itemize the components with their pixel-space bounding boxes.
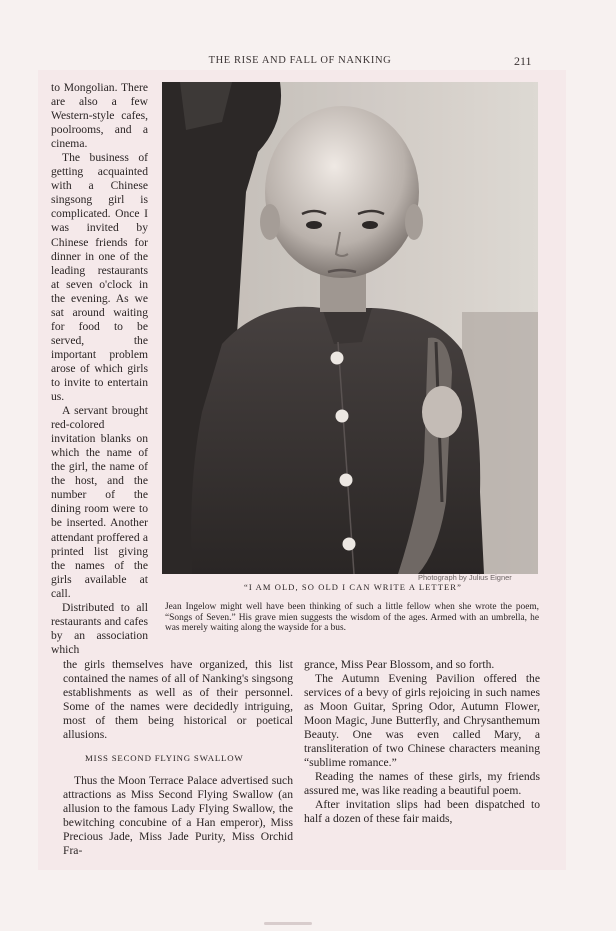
paragraph: After invitation slips had been dispatched to half a dozen of these fair maids,: [304, 798, 540, 825]
paragraph: The Autumn Evening Pavilion offered the services of a bevy of girls rejoicing in such names as Moon Guitar, Spring Odor, Autumn Flower, Moon Magic, June Butterfly, and Chrysanthemum Beauty. One was even called Mary, a transliteration of two Chinese characters meaning “sublime romance.”: [304, 672, 540, 769]
caption-title: “I AM OLD, SO OLD I CAN WRITE A LETTER”: [244, 582, 462, 592]
left-column: [51, 81, 148, 657]
page-number: 211: [514, 54, 532, 68]
caption-body: Jean Ingelow might well have been thinking of such a little fellow when she wrote the poem, “Songs of Seven.” His grave mien suggests the wisdom of the ages. Armed with an umbrella, he was merely waiting along the wayside for a bus.: [165, 602, 539, 634]
paragraph: to Mongolian. There are also a few Western-style cafes, poolrooms, and a cinema.: [51, 81, 148, 151]
boy-photograph: [162, 82, 538, 574]
running-head: THE RISE AND FALL OF NANKING: [208, 55, 392, 66]
paragraph: The business of getting acquainted with a Chinese singsong girl is complicated. Once I was invited by Chinese friends for dinner in one of the leading restaurants at seven o'clock in the evening. As we sat around waiting for food to be served, the important problem arose of which girls to invite to entertain us.: [51, 151, 148, 404]
paragraph: grance, Miss Pear Blossom, and so forth.: [304, 658, 495, 671]
paragraph: Distributed to all restaurants and cafes by an association which: [51, 600, 148, 656]
section-subhead: MISS SECOND FLYING SWALLOW: [85, 753, 244, 763]
bottom-left-column: [63, 658, 293, 858]
paragraph: the girls themselves have organized, this list contained the names of all of Nanking's singsong establishments as well as of their personnel. Some of the names were decidedly intriguing, most of them being historical or poetical allusions.: [63, 658, 293, 741]
page-mark: [264, 922, 312, 925]
bottom-right-column: [304, 658, 540, 826]
photo-credit: Photograph by Julius Eigner: [418, 573, 512, 582]
paragraph: Reading the names of these girls, my friends assured me, was like reading a beautiful poem.: [304, 770, 540, 797]
paragraph: A servant brought red-colored invitation blanks on which the name of the girl, the name of the host, and the number of the dining room were to be inserted. Another attendant proffered a printed list giving the names of the girls available at call.: [51, 404, 148, 600]
paragraph: Thus the Moon Terrace Palace advertised such attractions as Miss Second Flying Swallow (an allusion to the famous Lady Flying Swallow, the bewitching concubine of a Han emperor), Miss Precious Jade, Miss Jade Purity, Miss Orchid Fra-: [63, 774, 293, 857]
